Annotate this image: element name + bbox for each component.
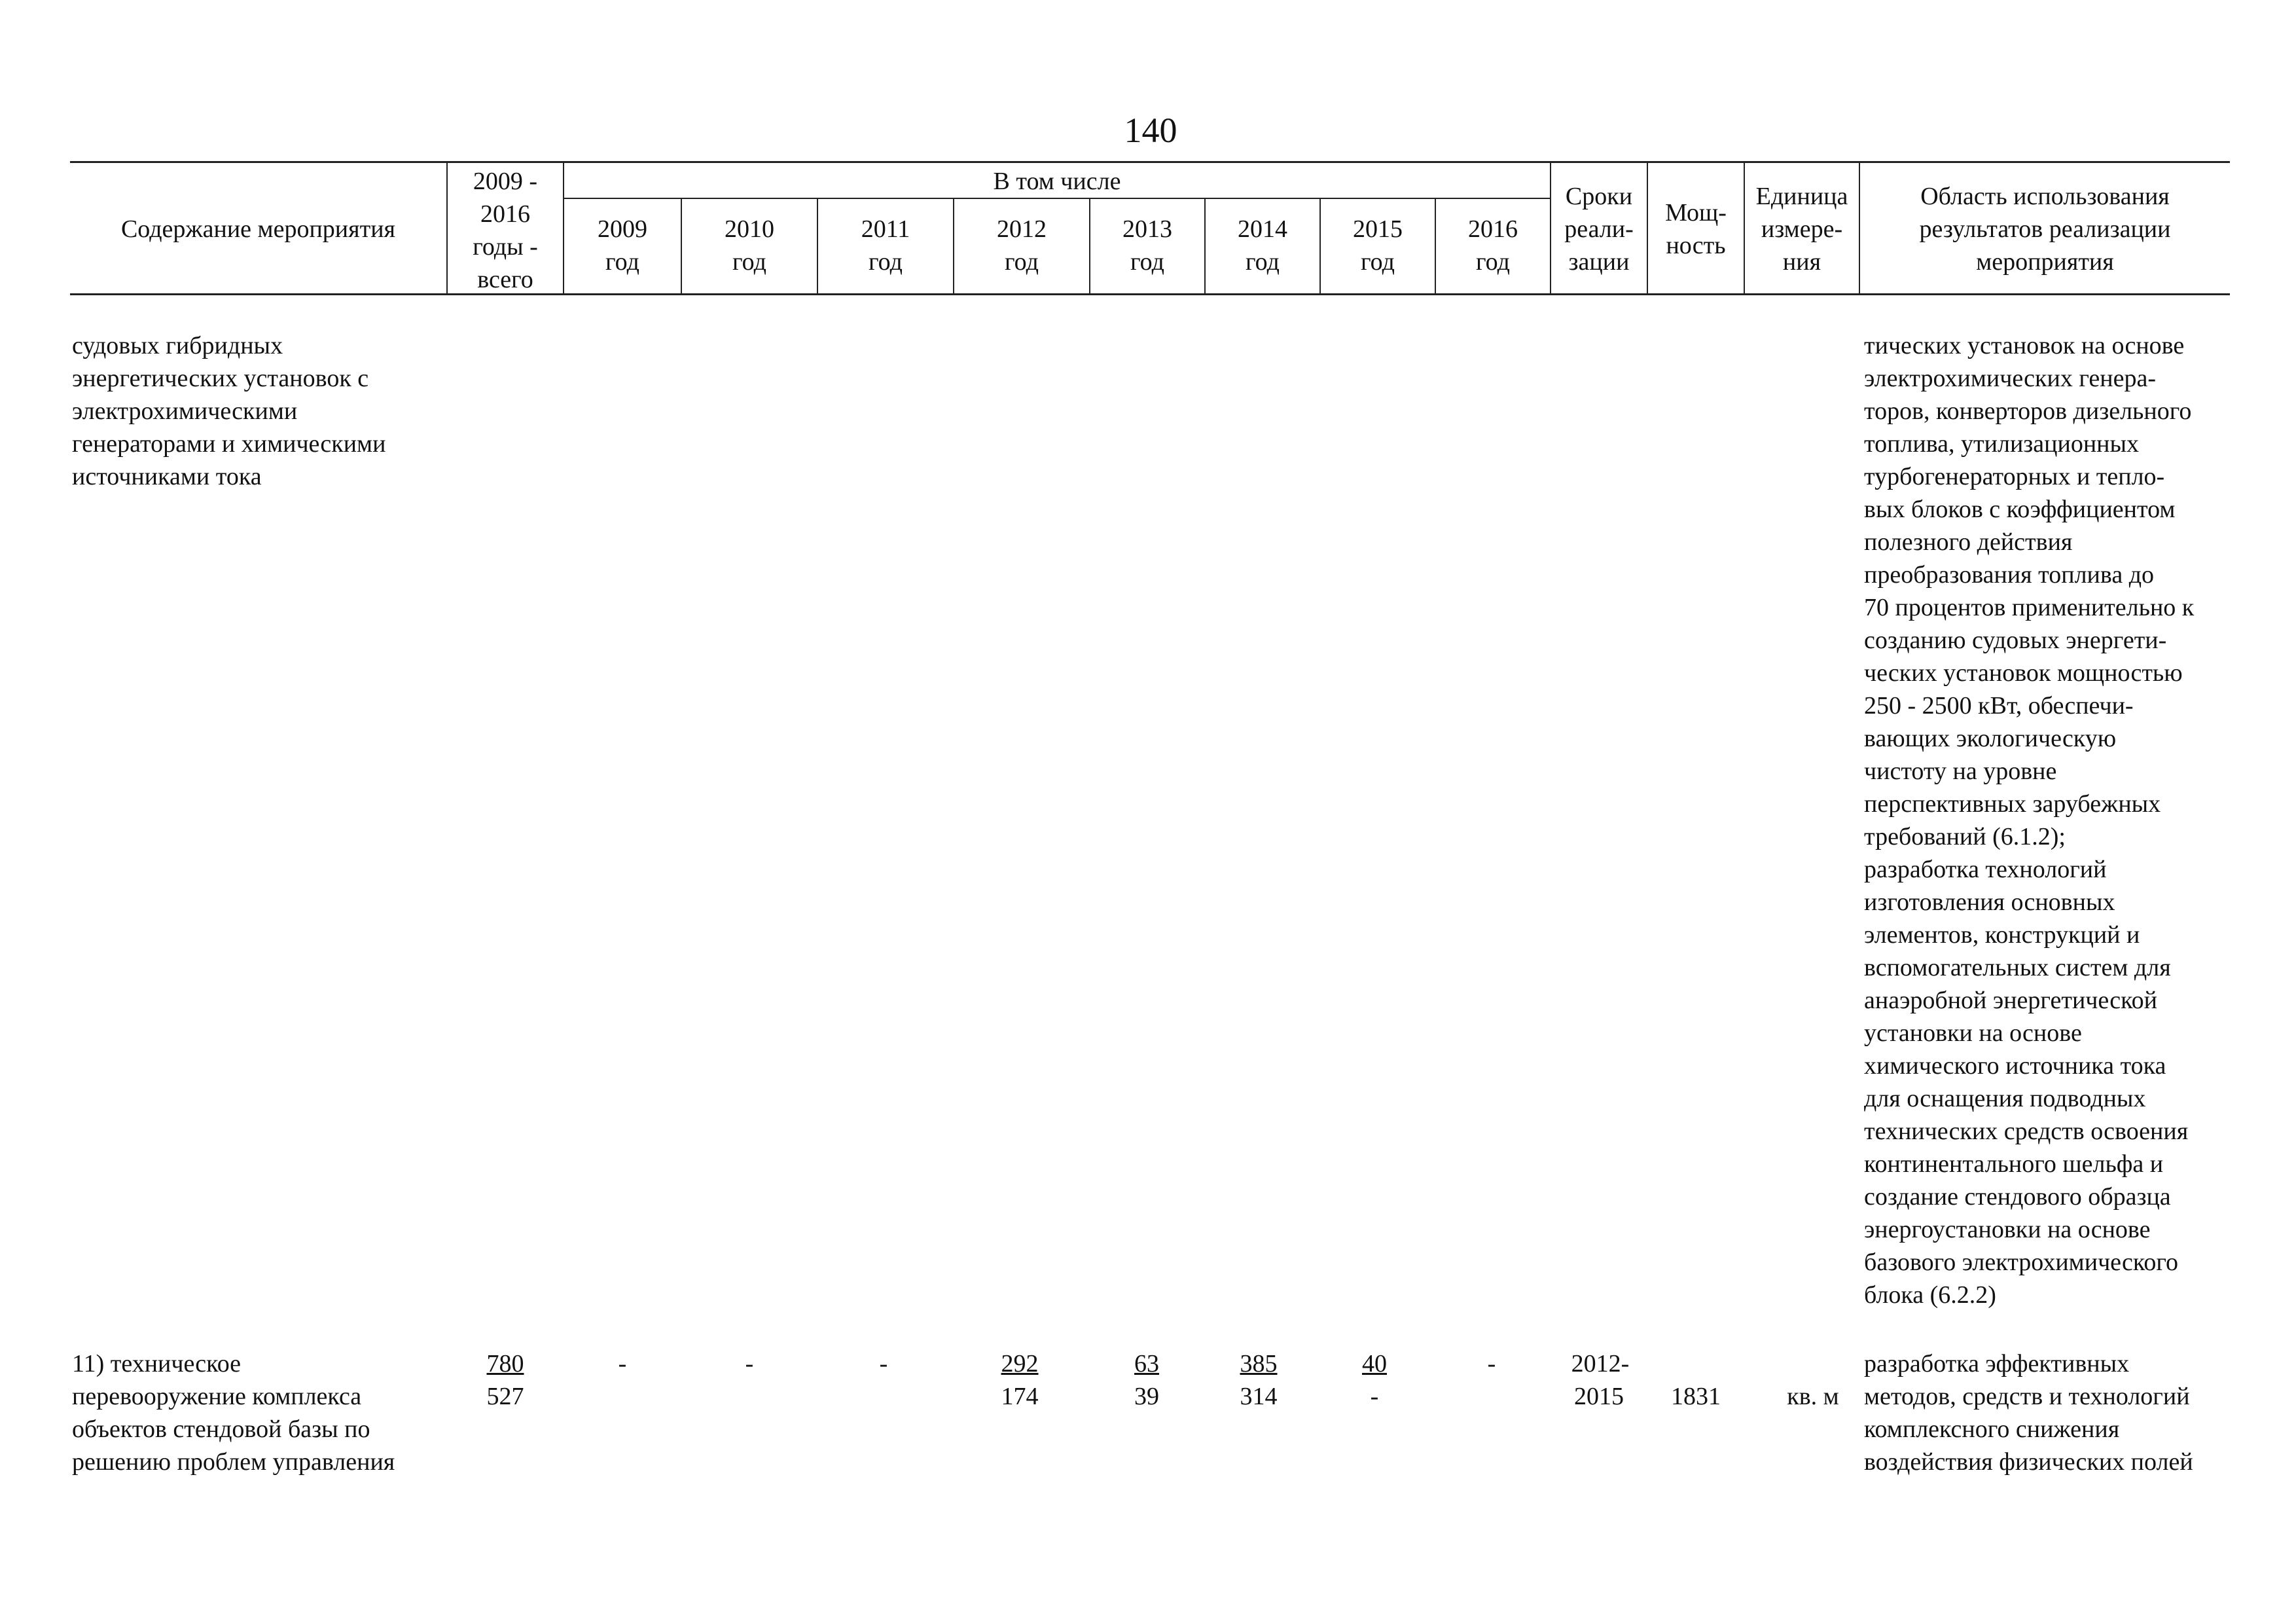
header-year-2016 xyxy=(1436,213,1550,278)
table-header-bottom-rule xyxy=(70,293,2230,295)
row2-2015-bottom: - xyxy=(1370,1383,1379,1410)
year-unit: год xyxy=(1246,248,1280,276)
header-year-2011 xyxy=(818,213,953,278)
header-terms xyxy=(1551,180,1647,278)
header-total-line: годы - xyxy=(473,233,538,261)
header-unit-line: Единица xyxy=(1755,183,1848,210)
year-unit: год xyxy=(1361,248,1395,276)
header-terms-line: реали- xyxy=(1564,215,1634,243)
year-label: 2010 xyxy=(725,215,774,243)
row2-2011: - xyxy=(879,1350,888,1377)
header-unit-line: ния xyxy=(1782,248,1821,276)
header-content-label: Содержание мероприятия xyxy=(120,215,396,243)
row2-2016: - xyxy=(1487,1350,1496,1377)
year-label: 2009 xyxy=(598,215,647,243)
row1-area: тических установок на основе электрохимических генера- торов, конверторов дизельного топлива, утилизационных турбогенераторных и тепло- вых блоков с коэффициентом полезного действия преобразования топлива до 70 процентов применительно к созданию судовых энергети- ческих установок мощностью 250 - 2500 кВт, обеспечи- вающих экологическую чистоту на уровне перспективных зарубежных требований (6.1.2); разработка технологий изготовления основных элементов, конструкций и вспомогательных систем для анаэробной энергетической установки на основе химического источника тока для оснащения подводных технических средств освоения континентального шельфа и создание стендового образца энергоустановки на основе базового электрохимического блока (6.2.2) xyxy=(1864,332,2195,1309)
row2-2009: - xyxy=(618,1350,627,1377)
header-area-line: результатов реализации xyxy=(1919,215,2171,243)
header-unit xyxy=(1745,180,1859,278)
header-total-line: всего xyxy=(477,266,533,293)
header-area-line: мероприятия xyxy=(1976,248,2114,276)
year-unit: год xyxy=(1130,248,1164,276)
row2-2013-bottom: 39 xyxy=(1134,1383,1159,1410)
row2-2015-top: 40 xyxy=(1362,1350,1387,1377)
header-power-line: Мощ- xyxy=(1665,199,1727,227)
header-year-2013 xyxy=(1090,213,1204,278)
header-area-line: Область использования xyxy=(1920,183,2170,210)
header-total xyxy=(448,165,563,296)
year-unit: год xyxy=(869,248,903,276)
row2-area: разработка эффективных методов, средств и технологий комплексного снижения воздействия физических полей xyxy=(1864,1350,2193,1476)
year-label: 2011 xyxy=(861,215,910,243)
row2-unit: кв. м xyxy=(1787,1383,1839,1410)
row1-content: судовых гибридных энергетических установок с электрохимическими генераторами и химическими источниками тока xyxy=(72,332,386,490)
row2-terms-top: 2012- xyxy=(1571,1350,1630,1377)
header-group xyxy=(564,165,1550,198)
header-content xyxy=(70,213,446,246)
header-area xyxy=(1860,180,2230,278)
row2-power: 1831 xyxy=(1671,1383,1721,1410)
header-total-line: 2009 - xyxy=(473,168,538,195)
row2-2010: - xyxy=(745,1350,754,1377)
row2-terms-bottom: 2015 xyxy=(1574,1383,1624,1410)
header-year-2010 xyxy=(682,213,817,278)
year-unit: год xyxy=(1005,248,1039,276)
row2-2013-top: 63 xyxy=(1134,1350,1159,1377)
page-number: 140 xyxy=(1124,111,1177,150)
year-label: 2015 xyxy=(1353,215,1403,243)
year-label: 2014 xyxy=(1238,215,1287,243)
year-label: 2013 xyxy=(1122,215,1172,243)
year-unit: год xyxy=(1476,248,1510,276)
header-power-line: ность xyxy=(1666,232,1726,259)
header-year-2012 xyxy=(954,213,1089,278)
year-label: 2016 xyxy=(1468,215,1518,243)
row2-total-top: 780 xyxy=(486,1350,524,1377)
header-power xyxy=(1648,196,1744,262)
header-terms-line: зации xyxy=(1568,248,1630,276)
header-total-line: 2016 xyxy=(480,200,530,228)
row2-2014-top: 385 xyxy=(1240,1350,1278,1377)
header-year-2015 xyxy=(1321,213,1435,278)
header-terms-line: Сроки xyxy=(1565,183,1633,210)
year-unit: год xyxy=(732,248,766,276)
row2-2014-bottom: 314 xyxy=(1240,1383,1278,1410)
year-group-rule xyxy=(563,198,1550,199)
row2-2012-top: 292 xyxy=(1001,1350,1039,1377)
row2-total-bottom: 527 xyxy=(486,1383,524,1410)
row2-2012-bottom: 174 xyxy=(1001,1383,1039,1410)
header-group-label: В том числе xyxy=(993,168,1121,195)
header-unit-line: измере- xyxy=(1761,215,1843,243)
year-unit: год xyxy=(605,248,639,276)
row2-content: 11) техническое перевооружение комплекса объектов стендовой базы по решению проблем управления xyxy=(72,1350,395,1476)
header-year-2009 xyxy=(564,213,681,278)
header-year-2014 xyxy=(1206,213,1319,278)
table-top-rule xyxy=(70,161,2230,163)
year-label: 2012 xyxy=(997,215,1047,243)
